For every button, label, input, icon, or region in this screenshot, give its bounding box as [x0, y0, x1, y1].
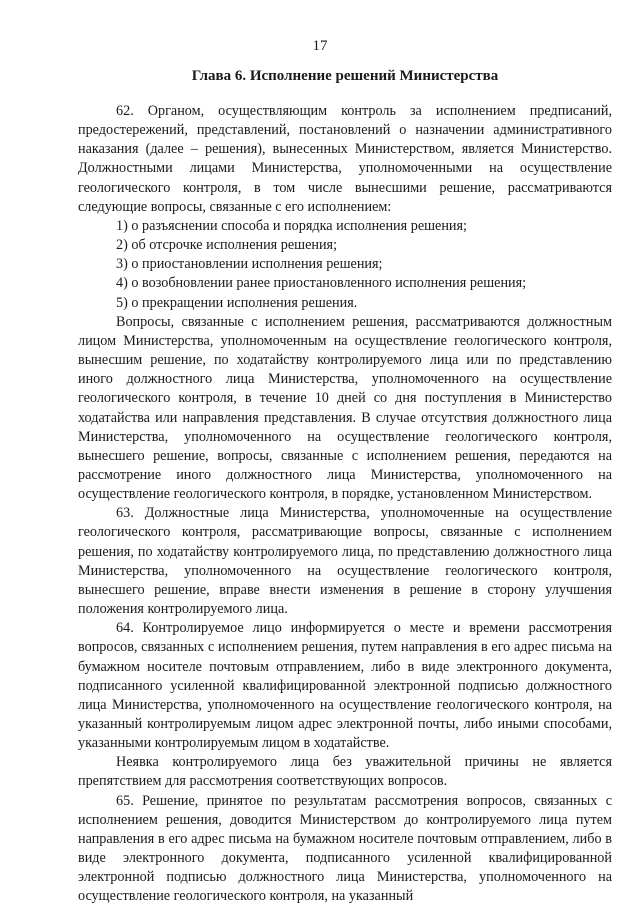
paragraph-63: 63. Должностные лица Министерства, уполномоченные на осуществление геологического контроля, рассматривающие вопросы, связанные с исполнением решения, по ходатайству контролируемого лица, по представлению должностного лица Министерства, уполномоченного на осуществление геологического контроля, вынесшего решение, вправе внести изменения в решение в сторону улучшения положения контролируемого лица.: [78, 505, 612, 618]
list-item-1: 1) о разъяснении способа и порядка исполнения решения;: [116, 217, 467, 234]
list-item-4: 4) о возобновлении ранее приостановленного исполнения решения;: [116, 275, 527, 292]
paragraph-questions: Вопросы, связанные с исполнением решения, рассматриваются должностным лицом Министерства, уполномоченным на осуществление геологического контроля, вынесшим решение, по ходатайству контролируемого лица или по представлению иного должностного лица Министерства, уполномоченного на осуществление геологического контроля, в течение 10 дней со дня поступления в Министерство ходатайства или направления представления. В случае отсутствия должностного лица Министерства, уполномоченного на осуществление геологического контроля, вынесшего решение, вопросы, связанные с исполнением решения, передаются на рассмотрение иного должностного лица Министерства, уполномоченного на осуществление геологического контроля, в порядке, установленном Министерством.: [78, 313, 612, 503]
paragraph-absence: Неявка контролируемого лица без уважительной причины не является препятствием для рассмотрения соответствующих вопросов.: [78, 754, 612, 790]
chapter-title: Глава 6. Исполнение решений Министерства: [191, 68, 499, 84]
body-text: [78, 102, 612, 907]
paragraph-65: 65. Решение, принятое по результатам рассмотрения вопросов, связанных с исполнением решения, доводится Министерством до контролируемого лица путем направления в его адрес письма на бумажном носителе почтовым отправлением, либо в виде электронного документа, подписанного усиленной квалифицированной электронной подписью должностного лица Министерства, уполномоченного на осуществление геологического контроля, на указанный: [78, 792, 612, 905]
list-item-3: 3) о приостановлении исполнения решения;: [116, 256, 383, 273]
list-item-2: 2) об отсрочке исполнения решения;: [116, 237, 338, 254]
page-number: 17: [312, 38, 328, 54]
list-item-5: 5) о прекращении исполнения решения.: [116, 294, 358, 311]
paragraph-64: 64. Контролируемое лицо информируется о месте и времени рассмотрения вопросов, связанных с исполнением решения, путем направления в его адрес письма на бумажном носителе почтовым отправлением, либо в виде электронного документа, подписанного усиленной квалифицированной электронной подписью должностного лица Министерства, уполномоченного на осуществление геологического контроля, на указанный контролируемым лицом адрес электронной почты, либо иными способами, указанными контролируемым лицом в ходатайстве.: [78, 620, 612, 752]
paragraph-62: 62. Органом, осуществляющим контроль за исполнением предписаний, предостережений, представлений, постановлений о назначении административного наказания (далее – решения), вынесенных Министерством, является Министерство. Должностными лицами Министерства, уполномоченными на осуществление геологического контроля, в том числе вынесшими решение, рассматриваются следующие вопросы, связанные с его исполнением:: [78, 103, 612, 215]
